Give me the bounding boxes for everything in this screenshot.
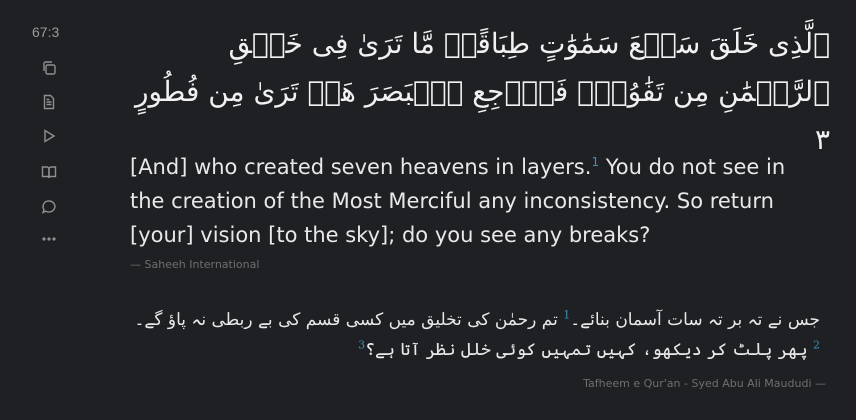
- verse-key[interactable]: 67:3: [32, 24, 60, 40]
- urdu-text-part3: پھر پلٹ کر دیکھو، کہیں تمہیں کوئی خلل نظر آتا ہے؟: [365, 340, 813, 360]
- arabic-verse-text: ٱلَّذِى خَلَقَ سَبۡعَ سَمَٰوَٰتٍ طِبَاقًاۖ مَّا تَرَىٰ فِى خَلۡقِ ٱلرَّحۡمَٰنِ مِن تَفَٰوُتٍۖ فَٱرۡجِعِ ٱلۡبَصَرَ هَلۡ تَرَىٰ مِن فُطُورٍ ٣: [134, 27, 830, 156]
- tafsir-icon[interactable]: [39, 92, 59, 112]
- english-translation: [130, 150, 820, 252]
- book-icon[interactable]: [39, 162, 59, 182]
- translation-text-part1: [And] who created seven heavens in layers.: [130, 155, 592, 179]
- footnote-1[interactable]: 1: [591, 155, 600, 169]
- verse-actions-sidebar: [0, 0, 100, 420]
- urdu-translation: [130, 305, 820, 365]
- translation-text-part2: You do not see in the creation of the Most Merciful any inconsistency. So return [your] vision [to the sky]; do you see any breaks?: [130, 155, 786, 247]
- urdu-footnote-1[interactable]: 1: [563, 308, 571, 322]
- translation-attribution: — Saheeh International: [130, 258, 260, 271]
- comment-icon[interactable]: [39, 197, 59, 217]
- play-icon[interactable]: [39, 126, 59, 146]
- urdu-attribution: Tafheem e Qur'an - Syed Abu Ali Maududi —: [583, 377, 826, 390]
- urdu-footnote-2[interactable]: 2: [813, 338, 820, 352]
- copy-icon[interactable]: [39, 58, 59, 78]
- urdu-footnote-3[interactable]: 3: [358, 338, 366, 352]
- urdu-text-part2: تم رحمٰن کی تخلیق میں کسی قسم کی بے ربطی نہ پاؤ گے۔: [134, 310, 564, 330]
- urdu-text-part1: جس نے تہ بر تہ سات آسمان بنائے۔: [570, 310, 820, 330]
- more-icon[interactable]: [39, 229, 59, 249]
